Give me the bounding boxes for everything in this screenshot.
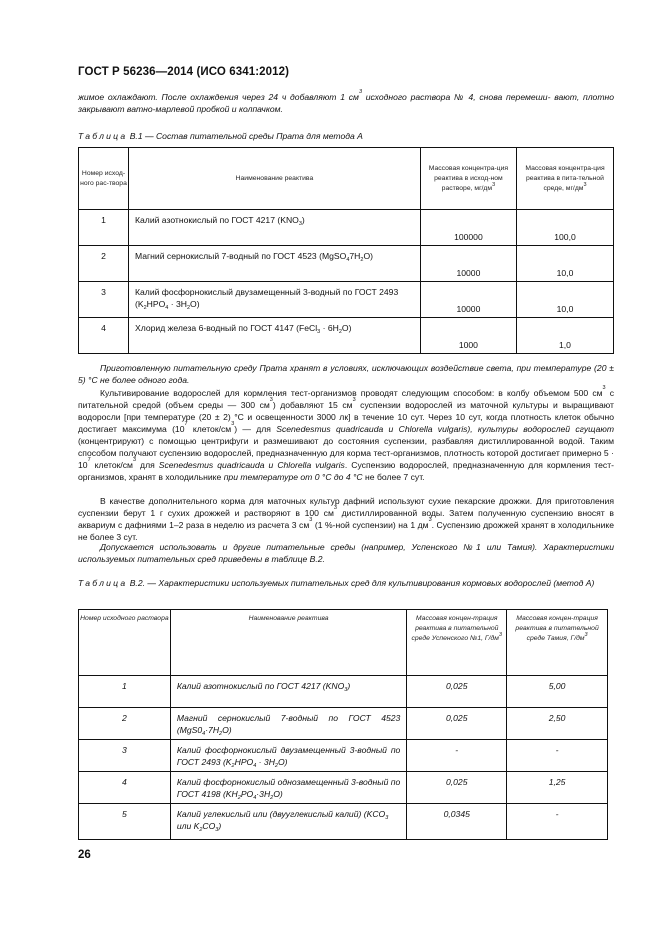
table-row: 2 Магний сернокислый 7-водный по ГОСТ 4523 $(MgS0_4\cdot 7H_2O)$ 0,025 2,50 [79, 708, 608, 740]
document-header: ГОСТ Р 56236—2014 (ИСО 6341:2012) [78, 66, 290, 78]
intro-paragraph: жимое охлаждают. После охлаждения через 24 ч добавляют 1 $см^3$ исходного раствора № 4, снова перемеши- вают, плотно закрывают ватно-марлевой пробкой и колпачком. [78, 89, 614, 114]
table2 [78, 609, 608, 840]
table-row: 4 Калий фосфорнокислый однозамещенный 3-водный по ГОСТ 4198 $(KH_2PO_4\cdot 3H_2O)$ 0,025 1,25 [79, 772, 608, 804]
cultivation-paragraph: Культивирование водорослей для кормления тест-организмов проводят следующим способом: в колбу объемом 500 $см^3$ с питательной средой (объем среды — 300 $см^3$) добавляют 15 $см^3$ суспензии водорослей из маточной культуры и выращивают водоросли [при температуре (20 ± 2) °С и освещенности 3000 лк] в течение 10 сут. Через 10 сут, когда плотность клеток обычно достигает максимума ($10^7$ клеток/$см^3$) — для Scenedesmus quadricauda и Chlorella vulgaris), культуры водорослей сгущают (концентрируют) с помощью центрифуги и размешивают до состояния суспензии, разбавляя дистиллированной водой. Таким способом получают суспензию водорослей, предназначенную для корма тест-организмов, плотность которой достигает примерно $5 \cdot 10^7$ клеток/$см^3$ для Scenedesmus quadricauda и Chlorella vulgaris. Суспензию водорослей, предназначенную для кормления тест-организмов, хранят в холодильнике при температуре от 0 °С до 4 °С не более 7 сут. [78, 385, 615, 482]
table-row: 3 Калий фосфорнокислый двузамещенный 3-водный по ГОСТ 2493 $(K_2HPO_4 \cdot 3H_2O)$ 10000 10,0 [79, 282, 614, 318]
table-row: 2 Магний сернокислый 7-водный по ГОСТ 4523 $(MgSO_47H_2O)$ 10000 10,0 [79, 246, 614, 282]
table1-caption: Таблица B.1 — Состав питательной среды Прата для метода А [78, 131, 363, 141]
table-row: 3 Калий фосфорнокислый двузамещенный 3-водный по ГОСТ 2493 $(K_2HPO_4 \cdot 3H_2O)$ - - [79, 740, 608, 772]
table2-caption: Таблица В.2. — Характеристики используемых питательных сред для культивирования кормовых водорослей (метод А) [78, 578, 595, 588]
table2-header-row [79, 610, 608, 676]
table-row: 1 Калий азотнокислый по ГОСТ 4217 $(KNO_3)$ 100000 100,0 [79, 210, 614, 246]
table2-header-name: Наименование реактива [170, 610, 407, 676]
table2-header-mass1: Массовая концен-трация реактива в питательной среде Успенского №1, $Г/дм^3$ [407, 610, 507, 676]
table1-header-mass1: Массовая концентра-ция реактива в исход-ном растворе, $мг/дм^3$ [420, 148, 516, 210]
table-row: 4 Хлорид железа 6-водный по ГОСТ 4147 (FeCl$_3$ · $6H_2O$) 1000 1,0 [79, 318, 614, 354]
table-row: 1 Калий азотнокислый по ГОСТ 4217 $(KNO_3)$ 0,025 5,00 [79, 676, 608, 708]
table1-header-row [79, 148, 614, 210]
table1-header-name: Наименование реактива [129, 148, 421, 210]
table1-header-num: Номер исход-ного рас-твора [79, 148, 129, 210]
storage-paragraph: Приготовленную питательную среду Прата хранят в условиях, исключающих воздействие света, при температуре (20 ± 5) °С не более одного года. [78, 363, 614, 385]
table-row: 5 Калий углекислый или (двууглекислый калий) ($KCO_3$ или $K_2CO_3$) 0,0345 - [79, 804, 608, 840]
table2-header-mass2: Массовая концен-трация реактива в питательной среде Тамия, $Г/дм^3$ [507, 610, 608, 676]
table1 [78, 147, 614, 354]
table1-header-mass2: Массовая концентра-ция реактива в пита-тельной среде, $мг/дм^3$ [516, 148, 613, 210]
yeast-paragraph: В качестве дополнительного корма для маточных культур дафний используют сухие пекарские дрожжи. Для приготовления суспензии берут 1 г сухих дрожжей и растворяют в 100 $см^3$ дистиллированной воды. Затем полученную суспензию вносят в аквариум с дафниями 1–2 раза в неделю из расчета 3 $см^3$ (1 %-ной суспензии) на 1 $дм^3$. Суспензию дрожжей хранят в холодильнике не более 3 сут. [78, 496, 614, 542]
other-media-paragraph: Допускается использовать и другие питательные среды (например, Успенского №1 или Тамия). Характеристики используемых питательных сред приведены в таблице В.2. [78, 542, 614, 564]
table2-header-num: Номер исходного раствора [79, 610, 171, 676]
page-number: 26 [78, 849, 91, 861]
